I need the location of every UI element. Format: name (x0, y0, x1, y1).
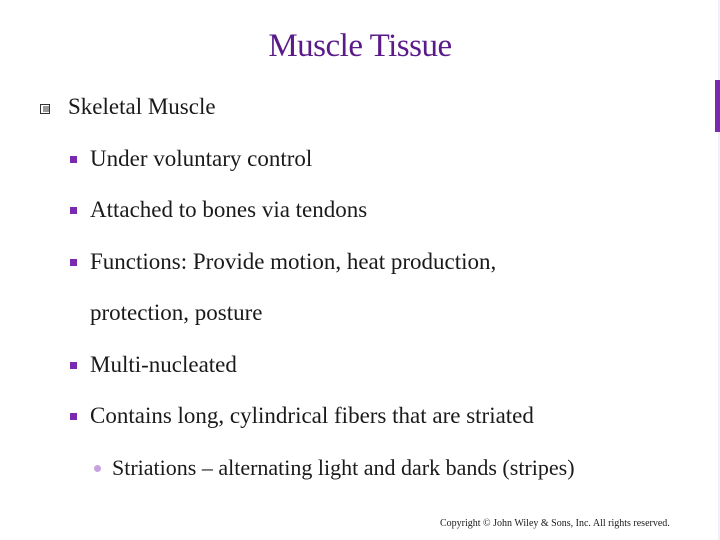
bullet-item: Attached to bones via tendons (90, 197, 368, 222)
bullet-item: Functions: Provide motion, heat production, (90, 249, 497, 274)
bullet-item: Multi-nucleated (90, 352, 237, 377)
square-bullet-icon (70, 259, 77, 266)
square-bullet-icon (70, 207, 77, 214)
sub-bullet-item: Striations – alternating light and dark bands (stripes) (112, 455, 575, 480)
copyright-notice: Copyright © John Wiley & Sons, Inc. All rights reserved. (440, 518, 670, 529)
square-bullet-icon (70, 156, 77, 163)
bullet-item: Contains long, cylindrical fibers that are striated (90, 403, 534, 428)
checkbox-bullet-icon (40, 104, 50, 114)
bullet-item: Under voluntary control (90, 146, 313, 171)
square-bullet-icon (70, 413, 77, 420)
square-bullet-icon (70, 362, 77, 369)
level1-heading: Skeletal Muscle (68, 94, 216, 119)
accent-bar (715, 80, 720, 132)
dot-bullet-icon (94, 465, 101, 472)
bullet-item-continued: protection, posture (90, 300, 263, 325)
slide-title: Muscle Tissue (268, 28, 452, 64)
